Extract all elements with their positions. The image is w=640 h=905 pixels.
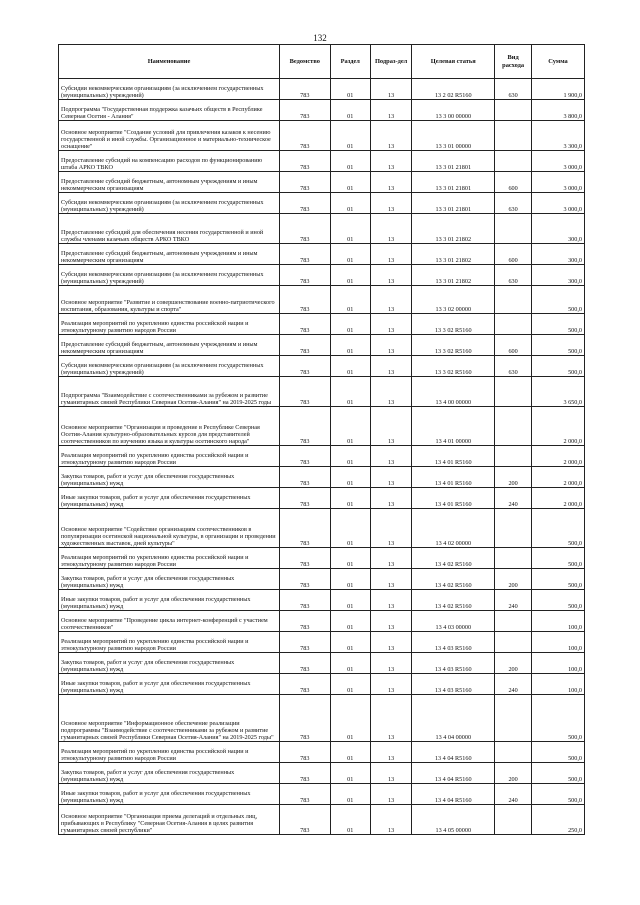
row-expense-kind: 240 bbox=[495, 784, 532, 805]
row-sum: 500,0 bbox=[532, 335, 585, 356]
row-name: Основное мероприятие "Содействие организациям соотечественников в популяризации осетинской национальной культуры, в организации и проведении художественных выставок, дней культуры" bbox=[59, 509, 280, 548]
row-name: Подпрограмма "Государственная поддержка казачьих обществ в Республике Северная Осетия - Алания" bbox=[59, 100, 280, 121]
row-subsection: 13 bbox=[370, 172, 411, 193]
row-subsection: 13 bbox=[370, 151, 411, 172]
row-subsection: 13 bbox=[370, 784, 411, 805]
row-subsection: 13 bbox=[370, 695, 411, 742]
row-subsection: 13 bbox=[370, 286, 411, 314]
row-expense-kind bbox=[495, 446, 532, 467]
table-row bbox=[59, 335, 585, 356]
row-subsection: 13 bbox=[370, 674, 411, 695]
row-expense-kind bbox=[495, 100, 532, 121]
row-sum: 1 900,0 bbox=[532, 79, 585, 100]
row-sum: 100,0 bbox=[532, 632, 585, 653]
row-target-article: 13 3 01 21801 bbox=[412, 151, 495, 172]
row-subsection: 13 bbox=[370, 407, 411, 446]
row-subsection: 13 bbox=[370, 79, 411, 100]
row-name: Реализация мероприятий по укреплению единства российской нации и этнокультурному развитию народов России bbox=[59, 742, 280, 763]
table-row bbox=[59, 214, 585, 244]
row-name: Основное мероприятие "Проведение цикла интернет-конференций с участием соотечественников" bbox=[59, 611, 280, 632]
table-row bbox=[59, 611, 585, 632]
row-name: Субсидии некоммерческим организациям (за исключением государственных (муниципальных) учреждений) bbox=[59, 356, 280, 377]
row-department: 783 bbox=[279, 172, 330, 193]
row-name: Субсидии некоммерческим организациям (за исключением государственных (муниципальных) учреждений) bbox=[59, 265, 280, 286]
row-section: 01 bbox=[330, 548, 370, 569]
row-expense-kind: 600 bbox=[495, 244, 532, 265]
row-target-article: 13 4 05 00000 bbox=[412, 805, 495, 835]
table-row bbox=[59, 488, 585, 509]
row-sum: 500,0 bbox=[532, 356, 585, 377]
row-name: Подпрограмма "Взаимодействие с соотечественниками за рубежом и развитие гуманитарных связей Республики Северная Осетия-Алания" на 2019-2025 годы bbox=[59, 377, 280, 407]
row-department: 783 bbox=[279, 488, 330, 509]
table-row bbox=[59, 314, 585, 335]
row-target-article: 13 4 04 00000 bbox=[412, 695, 495, 742]
row-department: 783 bbox=[279, 632, 330, 653]
row-subsection: 13 bbox=[370, 314, 411, 335]
table-row bbox=[59, 784, 585, 805]
row-expense-kind: 630 bbox=[495, 265, 532, 286]
row-sum: 300,0 bbox=[532, 244, 585, 265]
row-target-article: 13 3 01 21801 bbox=[412, 193, 495, 214]
row-section: 01 bbox=[330, 695, 370, 742]
row-subsection: 13 bbox=[370, 653, 411, 674]
row-subsection: 13 bbox=[370, 377, 411, 407]
row-department: 783 bbox=[279, 467, 330, 488]
row-expense-kind bbox=[495, 548, 532, 569]
row-expense-kind: 630 bbox=[495, 79, 532, 100]
table-row bbox=[59, 590, 585, 611]
row-section: 01 bbox=[330, 509, 370, 548]
row-target-article: 13 4 00 00000 bbox=[412, 377, 495, 407]
row-department: 783 bbox=[279, 674, 330, 695]
header-subsection: Подраз-дел bbox=[370, 45, 411, 79]
row-department: 783 bbox=[279, 265, 330, 286]
row-sum: 2 000,0 bbox=[532, 467, 585, 488]
row-subsection: 13 bbox=[370, 611, 411, 632]
table-row bbox=[59, 265, 585, 286]
row-sum: 100,0 bbox=[532, 674, 585, 695]
row-target-article: 13 4 04 R5160 bbox=[412, 763, 495, 784]
row-section: 01 bbox=[330, 314, 370, 335]
row-section: 01 bbox=[330, 632, 370, 653]
row-target-article: 13 4 02 R5160 bbox=[412, 569, 495, 590]
header-expense-kind: Вид расхода bbox=[495, 45, 532, 79]
row-section: 01 bbox=[330, 763, 370, 784]
row-sum: 500,0 bbox=[532, 314, 585, 335]
row-expense-kind bbox=[495, 509, 532, 548]
row-department: 783 bbox=[279, 695, 330, 742]
row-sum: 500,0 bbox=[532, 548, 585, 569]
row-target-article: 13 3 01 21802 bbox=[412, 214, 495, 244]
row-expense-kind bbox=[495, 377, 532, 407]
row-target-article: 13 3 01 00000 bbox=[412, 121, 495, 151]
header-target-article: Целевая статья bbox=[412, 45, 495, 79]
row-sum: 3 000,0 bbox=[532, 193, 585, 214]
row-name: Основное мероприятие "Информационное обеспечение реализации подпрограммы "Взаимодействие с соотечественниками за рубежом и развитие гуманитарных связей Республики Северная Осетия-Алания" на 2019-2025 годы" bbox=[59, 695, 280, 742]
row-section: 01 bbox=[330, 377, 370, 407]
header-section: Раздел bbox=[330, 45, 370, 79]
row-target-article: 13 4 02 00000 bbox=[412, 509, 495, 548]
row-section: 01 bbox=[330, 356, 370, 377]
row-subsection: 13 bbox=[370, 467, 411, 488]
row-subsection: 13 bbox=[370, 356, 411, 377]
row-subsection: 13 bbox=[370, 335, 411, 356]
row-sum: 2 000,0 bbox=[532, 446, 585, 467]
row-expense-kind bbox=[495, 805, 532, 835]
row-department: 783 bbox=[279, 100, 330, 121]
row-department: 783 bbox=[279, 569, 330, 590]
row-name: Предоставление субсидий бюджетным, автономным учреждениям и иным некоммерческим организациям bbox=[59, 172, 280, 193]
row-expense-kind: 200 bbox=[495, 763, 532, 784]
row-sum: 500,0 bbox=[532, 742, 585, 763]
row-sum: 250,0 bbox=[532, 805, 585, 835]
row-department: 783 bbox=[279, 151, 330, 172]
row-name: Иные закупки товаров, работ и услуг для обеспечения государственных (муниципальных) нужд bbox=[59, 674, 280, 695]
row-target-article: 13 4 04 R5160 bbox=[412, 742, 495, 763]
row-subsection: 13 bbox=[370, 548, 411, 569]
row-name: Иные закупки товаров, работ и услуг для обеспечения государственных (муниципальных) нужд bbox=[59, 784, 280, 805]
table-row bbox=[59, 632, 585, 653]
row-subsection: 13 bbox=[370, 214, 411, 244]
row-expense-kind: 240 bbox=[495, 590, 532, 611]
row-section: 01 bbox=[330, 569, 370, 590]
table-row bbox=[59, 193, 585, 214]
row-subsection: 13 bbox=[370, 244, 411, 265]
row-section: 01 bbox=[330, 172, 370, 193]
row-target-article: 13 4 01 R5160 bbox=[412, 467, 495, 488]
table-row bbox=[59, 653, 585, 674]
row-target-article: 13 4 03 00000 bbox=[412, 611, 495, 632]
row-name: Реализация мероприятий по укреплению единства российской нации и этнокультурному развитию народов России bbox=[59, 548, 280, 569]
row-sum: 3 800,0 bbox=[532, 100, 585, 121]
row-department: 783 bbox=[279, 548, 330, 569]
table-row bbox=[59, 286, 585, 314]
row-name: Закупка товаров, работ и услуг для обеспечения государственных (муниципальных) нужд bbox=[59, 467, 280, 488]
row-department: 783 bbox=[279, 286, 330, 314]
table-body bbox=[59, 79, 585, 835]
row-department: 783 bbox=[279, 356, 330, 377]
row-name: Закупка товаров, работ и услуг для обеспечения государственных (муниципальных) нужд bbox=[59, 763, 280, 784]
row-section: 01 bbox=[330, 407, 370, 446]
header-department: Ведомство bbox=[279, 45, 330, 79]
row-subsection: 13 bbox=[370, 805, 411, 835]
row-expense-kind bbox=[495, 632, 532, 653]
row-target-article: 13 3 02 00000 bbox=[412, 286, 495, 314]
table-row bbox=[59, 695, 585, 742]
row-name: Реализация мероприятий по укреплению единства российской нации и этнокультурному развитию народов России bbox=[59, 632, 280, 653]
row-target-article: 13 2 02 R5160 bbox=[412, 79, 495, 100]
row-subsection: 13 bbox=[370, 121, 411, 151]
row-target-article: 13 4 04 R5160 bbox=[412, 784, 495, 805]
row-expense-kind: 600 bbox=[495, 172, 532, 193]
row-sum: 100,0 bbox=[532, 653, 585, 674]
row-section: 01 bbox=[330, 214, 370, 244]
row-expense-kind bbox=[495, 742, 532, 763]
row-department: 783 bbox=[279, 244, 330, 265]
row-department: 783 bbox=[279, 214, 330, 244]
row-subsection: 13 bbox=[370, 742, 411, 763]
table-row bbox=[59, 151, 585, 172]
row-name: Предоставление субсидий для обеспечения несения государственной и иной службы членами казачьих обществ АРКО ТВКО bbox=[59, 214, 280, 244]
row-department: 783 bbox=[279, 446, 330, 467]
row-name: Предоставление субсидий бюджетным, автономным учреждениям и иным некоммерческим организациям bbox=[59, 244, 280, 265]
row-target-article: 13 3 01 21802 bbox=[412, 265, 495, 286]
row-expense-kind bbox=[495, 286, 532, 314]
row-sum: 3 300,0 bbox=[532, 121, 585, 151]
table-row bbox=[59, 172, 585, 193]
row-name: Основное мероприятие "Развитие и совершенствование военно-патриотического воспитания, образования, культуры и спорта" bbox=[59, 286, 280, 314]
row-expense-kind bbox=[495, 407, 532, 446]
row-sum: 300,0 bbox=[532, 214, 585, 244]
row-department: 783 bbox=[279, 335, 330, 356]
row-target-article: 13 4 02 R5160 bbox=[412, 590, 495, 611]
row-sum: 100,0 bbox=[532, 611, 585, 632]
row-name: Основное мероприятие "Организация и проведение в Республике Северная Осетия-Алания культурно-образовательных курсов для представителей соотечественников по изучению языка и культуры осетинского народа" bbox=[59, 407, 280, 446]
row-name: Закупка товаров, работ и услуг для обеспечения государственных (муниципальных) нужд bbox=[59, 653, 280, 674]
row-department: 783 bbox=[279, 377, 330, 407]
row-name: Основное мероприятие "Организация приема делегаций и отдельных лиц, прибывающих в Республику "Северная Осетия-Алания в целях развития гуманитарных связей республики" bbox=[59, 805, 280, 835]
row-target-article: 13 3 00 00000 bbox=[412, 100, 495, 121]
row-expense-kind: 630 bbox=[495, 356, 532, 377]
row-department: 783 bbox=[279, 509, 330, 548]
row-section: 01 bbox=[330, 121, 370, 151]
row-expense-kind bbox=[495, 121, 532, 151]
row-department: 783 bbox=[279, 653, 330, 674]
row-sum: 500,0 bbox=[532, 569, 585, 590]
row-expense-kind bbox=[495, 611, 532, 632]
row-department: 783 bbox=[279, 79, 330, 100]
row-sum: 3 650,0 bbox=[532, 377, 585, 407]
row-target-article: 13 3 02 R5160 bbox=[412, 356, 495, 377]
row-name: Реализация мероприятий по укреплению единства российской нации и этнокультурному развитию народов России bbox=[59, 314, 280, 335]
row-expense-kind: 630 bbox=[495, 193, 532, 214]
table-row bbox=[59, 742, 585, 763]
row-name: Субсидии некоммерческим организациям (за исключением государственных (муниципальных) учреждений) bbox=[59, 193, 280, 214]
row-expense-kind bbox=[495, 214, 532, 244]
row-target-article: 13 3 02 R5160 bbox=[412, 314, 495, 335]
row-sum: 500,0 bbox=[532, 784, 585, 805]
table-row bbox=[59, 674, 585, 695]
table-row bbox=[59, 446, 585, 467]
row-expense-kind: 240 bbox=[495, 674, 532, 695]
row-sum: 500,0 bbox=[532, 286, 585, 314]
row-department: 783 bbox=[279, 784, 330, 805]
table-row bbox=[59, 805, 585, 835]
row-sum: 500,0 bbox=[532, 509, 585, 548]
row-subsection: 13 bbox=[370, 632, 411, 653]
row-target-article: 13 3 01 21802 bbox=[412, 244, 495, 265]
row-target-article: 13 4 02 R5160 bbox=[412, 548, 495, 569]
row-sum: 2 000,0 bbox=[532, 488, 585, 509]
page-number: 132 bbox=[313, 33, 327, 43]
row-section: 01 bbox=[330, 244, 370, 265]
table-row bbox=[59, 121, 585, 151]
row-subsection: 13 bbox=[370, 193, 411, 214]
row-subsection: 13 bbox=[370, 488, 411, 509]
row-target-article: 13 4 01 00000 bbox=[412, 407, 495, 446]
row-target-article: 13 3 02 R5160 bbox=[412, 335, 495, 356]
row-expense-kind: 200 bbox=[495, 467, 532, 488]
row-sum: 2 000,0 bbox=[532, 407, 585, 446]
row-sum: 500,0 bbox=[532, 763, 585, 784]
row-target-article: 13 4 01 R5160 bbox=[412, 488, 495, 509]
header-sum: Сумма bbox=[532, 45, 585, 79]
row-sum: 500,0 bbox=[532, 590, 585, 611]
row-name: Субсидии некоммерческим организациям (за исключением государственных (муниципальных) учреждений) bbox=[59, 79, 280, 100]
row-section: 01 bbox=[330, 805, 370, 835]
row-subsection: 13 bbox=[370, 590, 411, 611]
row-sum: 3 000,0 bbox=[532, 172, 585, 193]
row-section: 01 bbox=[330, 100, 370, 121]
row-section: 01 bbox=[330, 784, 370, 805]
table-row bbox=[59, 244, 585, 265]
row-section: 01 bbox=[330, 265, 370, 286]
row-section: 01 bbox=[330, 79, 370, 100]
row-name: Закупка товаров, работ и услуг для обеспечения государственных (муниципальных) нужд bbox=[59, 569, 280, 590]
row-section: 01 bbox=[330, 742, 370, 763]
row-target-article: 13 4 03 R5160 bbox=[412, 632, 495, 653]
row-section: 01 bbox=[330, 193, 370, 214]
row-subsection: 13 bbox=[370, 509, 411, 548]
table-header-row bbox=[59, 45, 585, 79]
row-section: 01 bbox=[330, 151, 370, 172]
table-row bbox=[59, 356, 585, 377]
table-row bbox=[59, 763, 585, 784]
row-target-article: 13 4 01 R5160 bbox=[412, 446, 495, 467]
table-row bbox=[59, 407, 585, 446]
row-expense-kind: 200 bbox=[495, 653, 532, 674]
row-sum: 3 000,0 bbox=[532, 151, 585, 172]
row-name: Предоставление субсидий бюджетным, автономным учреждениям и иным некоммерческим организациям bbox=[59, 335, 280, 356]
row-section: 01 bbox=[330, 335, 370, 356]
row-department: 783 bbox=[279, 193, 330, 214]
table-row bbox=[59, 100, 585, 121]
row-department: 783 bbox=[279, 121, 330, 151]
row-section: 01 bbox=[330, 488, 370, 509]
table-row bbox=[59, 548, 585, 569]
row-subsection: 13 bbox=[370, 100, 411, 121]
row-department: 783 bbox=[279, 742, 330, 763]
row-department: 783 bbox=[279, 314, 330, 335]
row-name: Предоставление субсидий на компенсацию расходов по функционированию штаба АРКО ТВКО bbox=[59, 151, 280, 172]
row-department: 783 bbox=[279, 805, 330, 835]
budget-table bbox=[58, 44, 585, 835]
row-sum: 300,0 bbox=[532, 265, 585, 286]
row-expense-kind: 600 bbox=[495, 335, 532, 356]
row-section: 01 bbox=[330, 611, 370, 632]
row-section: 01 bbox=[330, 674, 370, 695]
row-name: Основное мероприятие "Создание условий для привлечения казаков к несению государственной и иной службы. Организационное и материально-техническое оснащение" bbox=[59, 121, 280, 151]
row-section: 01 bbox=[330, 590, 370, 611]
row-expense-kind bbox=[495, 314, 532, 335]
row-target-article: 13 4 03 R5160 bbox=[412, 653, 495, 674]
row-section: 01 bbox=[330, 467, 370, 488]
table-row bbox=[59, 509, 585, 548]
row-department: 783 bbox=[279, 590, 330, 611]
row-subsection: 13 bbox=[370, 763, 411, 784]
row-department: 783 bbox=[279, 407, 330, 446]
row-expense-kind: 240 bbox=[495, 488, 532, 509]
row-target-article: 13 4 03 R5160 bbox=[412, 674, 495, 695]
header-name: Наименование bbox=[59, 45, 280, 79]
row-department: 783 bbox=[279, 763, 330, 784]
row-expense-kind: 200 bbox=[495, 569, 532, 590]
row-target-article: 13 3 01 21801 bbox=[412, 172, 495, 193]
row-section: 01 bbox=[330, 286, 370, 314]
table-row bbox=[59, 79, 585, 100]
row-name: Реализация мероприятий по укреплению единства российской нации и этнокультурному развитию народов России bbox=[59, 446, 280, 467]
table-row bbox=[59, 377, 585, 407]
table-row bbox=[59, 569, 585, 590]
row-department: 783 bbox=[279, 611, 330, 632]
row-subsection: 13 bbox=[370, 569, 411, 590]
row-subsection: 13 bbox=[370, 265, 411, 286]
row-sum: 500,0 bbox=[532, 695, 585, 742]
row-section: 01 bbox=[330, 653, 370, 674]
row-name: Иные закупки товаров, работ и услуг для обеспечения государственных (муниципальных) нужд bbox=[59, 488, 280, 509]
table-row bbox=[59, 467, 585, 488]
row-section: 01 bbox=[330, 446, 370, 467]
row-subsection: 13 bbox=[370, 446, 411, 467]
row-expense-kind bbox=[495, 695, 532, 742]
row-name: Иные закупки товаров, работ и услуг для обеспечения государственных (муниципальных) нужд bbox=[59, 590, 280, 611]
row-expense-kind bbox=[495, 151, 532, 172]
